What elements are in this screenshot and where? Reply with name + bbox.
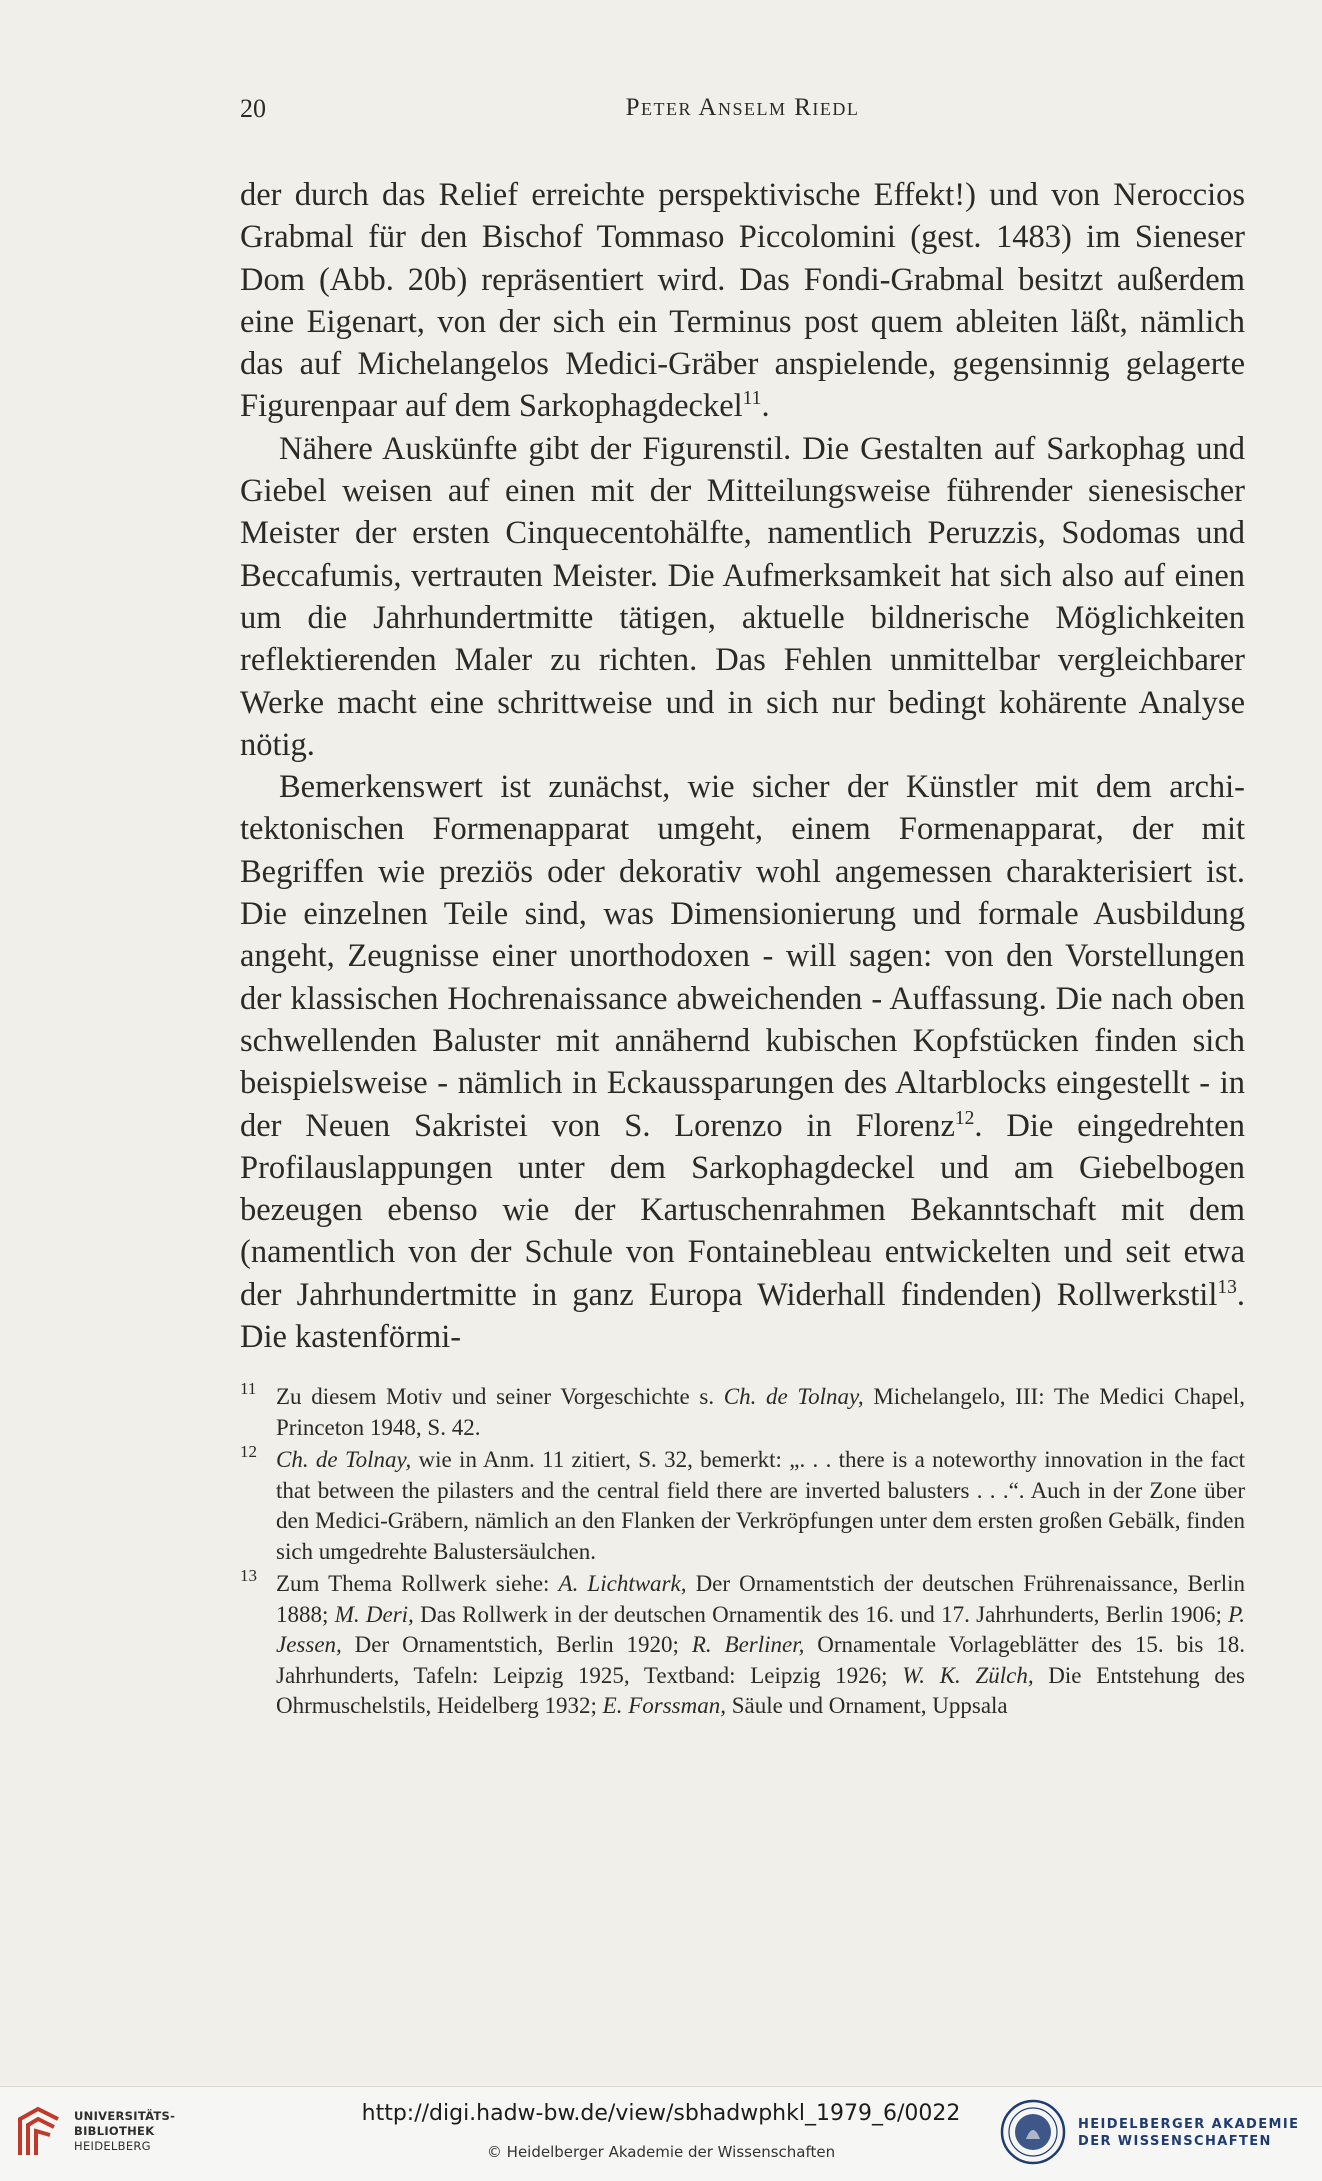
paragraph-3	[240, 766, 1245, 1358]
footnote-ref-12[interactable]: 12	[954, 1107, 975, 1129]
footnote-text: wie in Anm. 11 zitiert, S. 32, bemerkt: „. . . there is a noteworthy innovation in the fact that between the pilasters and the central field there are inverted balusters . . .“. Auch in der Zone über den Medici-Gräbern, nämlich an den Flanken der Verkröpfungen unter dem ersten großen Gebälk, finden sich umgedrehte Balustersäulchen.	[276, 1447, 1245, 1564]
footnote-11	[240, 1379, 1245, 1443]
ub-line-3: HEIDELBERG	[74, 2139, 151, 2153]
footnote-author: E. Forssman,	[602, 1693, 726, 1718]
hadw-line-1: HEIDELBERGER AKADEMIE	[1078, 2117, 1300, 2132]
hadw-line-2: DER WISSENSCHAFTEN	[1078, 2134, 1272, 2149]
footnote-author: R. Berliner,	[691, 1632, 805, 1657]
footnote-text: Michelangelo, III: The Medici Chapel, Princeton 1948, S. 42.	[276, 1384, 1245, 1440]
ub-line-1: UNIVERSITÄTS-	[74, 2109, 176, 2123]
footnote-12	[240, 1442, 1245, 1567]
running-head: Peter Anselm Riedl	[625, 94, 860, 121]
page-number: 20	[240, 94, 266, 123]
footnotes	[240, 1379, 1246, 1724]
body-text	[240, 174, 1245, 1358]
paragraph-text: . Die kastenförmi-	[240, 1276, 1245, 1356]
ub-line-2: BIBLIOTHEK	[74, 2124, 155, 2138]
paragraph-text: .	[761, 388, 770, 425]
footnote-author: P. Jessen,	[276, 1601, 1246, 1657]
footnote-author: Ch. de Tolnay,	[276, 1447, 412, 1472]
paragraph-2: Nähere Auskünfte gibt der Figurenstil. Die Gestalten auf Sarkophag und Giebel weisen auf einen mit der Mitteilungsweise führender sienesischer Meister der ersten Cinquecentohälfte, namentlich Peruzzis, Sodomas und Beccafumis, vertrauten Meister. Die Aufmerksamkeit hat sich also auf einen um die Jahrhundertmitte tätigen, aktuelle bildnerische Möglichkeiten reflektierenden Maler zu richten. Das Fehlen unmittelbar vergleichbarer Werke macht eine schrittweise und in sich nur bedingt kohärente Analyse nötig.	[240, 430, 1245, 763]
viewer-footer	[0, 2086, 1322, 2181]
footnote-text: Der Ornamentstich der deutschen Frührenaissance, Berlin 1888;	[276, 1571, 1245, 1627]
page-header	[240, 94, 1245, 130]
footnote-number: 12	[240, 1442, 257, 1461]
footnote-text: Das Rollwerk in der deutschen Ornamentik des 16. und 17. Jahrhunderts, Berlin 1906;	[413, 1601, 1229, 1627]
paragraph-text: . Die eingedrehten Profilauslappungen unter dem Sarkophagdeckel und am Giebelbogen bezeugen ebenso wie der Kartuschenrahmen Bekanntschaft mit dem (namentlich von der Schule von Fontainebleau entwickelten und seit etwa der Jahrhundertmitte in ganz Europa Widerhall findenden) Rollwerkstil	[240, 1107, 1245, 1313]
footnote-ref-13[interactable]: 13	[1217, 1276, 1237, 1298]
footnote-text: Ornamentale Vorlageblätter des 15. bis 18. Jahrhunderts, Tafeln: Leipzig 1925, Textband: Leipzig 1926;	[276, 1632, 1246, 1688]
paragraph-text: der durch das Relief erreichte perspektivische Effekt!) und von Neroccios Grabmal für den Bischof Tommaso Piccolomini (gest. 1483) im Sieneser Dom (Abb. 20b) repräsentiert wird. Das Fondi-Grabmal besitzt außerdem eine Eigenart, von der sich ein Terminus post quem ableiten läßt, nämlich das auf Michelangelos Medici-Gräber anspielende, gegensinnig gelagerte Figurenpaar auf dem Sarkophagdeckel	[240, 177, 1245, 425]
footnote-number: 11	[240, 1379, 257, 1398]
footnote-author: M. Deri,	[334, 1601, 414, 1627]
academy-seal-icon	[1000, 2099, 1066, 2165]
footnote-author: Ch. de Tolnay,	[723, 1384, 864, 1409]
hadw-logo-text	[1078, 2116, 1299, 2150]
footnote-author: W. K. Zülch,	[902, 1662, 1034, 1688]
footnote-author: A. Lichtwark,	[558, 1571, 687, 1596]
footnote-ref-11[interactable]: 11	[742, 388, 762, 410]
hadw-logo[interactable]	[1000, 2099, 1300, 2167]
footnote-text: Der Ornamentstich, Berlin 1920;	[341, 1632, 692, 1657]
footnote-text: Zum Thema Rollwerk siehe:	[276, 1571, 559, 1596]
copyright-notice: © Heidelberger Akademie der Wissenschaften	[486, 2143, 836, 2161]
permalink-url[interactable]: http://digi.hadw-bw.de/view/sbhadwphkl_1979_6/0022	[361, 2101, 961, 2126]
footnote-13	[240, 1566, 1246, 1722]
paragraph-1	[240, 174, 1245, 428]
paragraph-text: Bemerkenswert ist zunächst, wie sicher der Künstler mit dem architektonischen Formenapparat umgeht, einem Formenapparat, der mit Begriffen wie preziös oder dekorativ wohl angemessen charakterisiert ist. Die einzelnen Teile sind, was Dimensionierung und formale Ausbildung angeht, Zeugnisse einer unorthodoxen - will sagen: von den Vorstellungen der klassischen Hochrenaissance abweichenden - Auffassung. Die nach oben schwellenden Baluster mit annähernd kubischen Kopfstücken finden sich beispielsweise - nämlich in Eckaussparungen des Altarblocks eingestellt - in der Neuen Sakristei von S. Lorenzo in Florenz	[240, 769, 1245, 1144]
footnote-number: 13	[240, 1566, 257, 1585]
footnote-text: Säule und Ornament, Uppsala	[725, 1693, 1008, 1718]
footnote-text: Zu diesem Motiv und seiner Vorgeschichte s.	[276, 1384, 724, 1409]
footnote-text: Die Entstehung des Ohrmuschelstils, Heidelberg 1932;	[276, 1662, 1246, 1718]
